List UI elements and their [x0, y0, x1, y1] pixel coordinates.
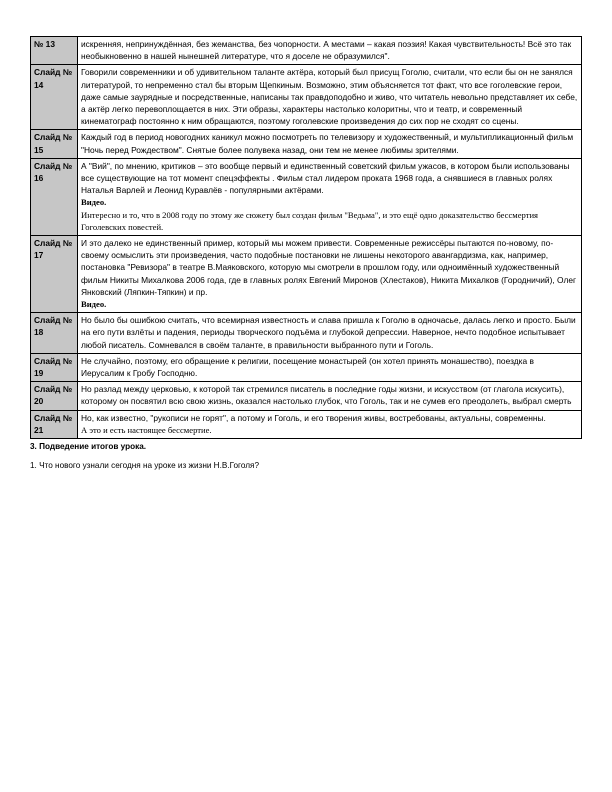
slide-text: Но, как известно, "рукописи не горят", а потому и Гоголь, и его творения живы, востребованы, актуальны, современны.	[81, 412, 546, 423]
table-row	[31, 353, 582, 381]
question-item: 1. Что нового узнали сегодня на уроке из жизни Н.В.Гоголя?	[30, 461, 259, 471]
table-row	[31, 130, 582, 158]
table-row	[31, 158, 582, 235]
slide-label: Слайд № 15	[31, 130, 78, 158]
table-row	[31, 65, 582, 130]
table-row	[31, 37, 582, 65]
slide-label: Слайд № 16	[31, 158, 78, 235]
slide-text: И это далеко не единственный пример, который мы можем привести. Современные режиссёры пытаются по-новому, по-своему осмыслить эти произведения, часто подобные постановки не лишены некоторого авангардизма, как, например, постановка "Ревизора" в театре В.Маяковского, которую мы смотрели в прошлом году, или одноимённый художественный фильм Никиты Михалкова 2006 года, где в главных ролях Евгений Миронов (Хлестаков), Никита Михалков (Городничий), Олег Янковский (Ляпкин-Тяпкин) и пр.	[81, 238, 577, 297]
slide-text: Каждый год в период новогодних каникул можно посмотреть по телевизору и художественный, и мультипликационный фильм "Ночь перед Рождеством". Снятые более полувека назад, они тем не менее любимы зрителями.	[78, 130, 582, 158]
slide-text: А "Вий", по мнению, критиков – это вообще первый и единственный советский фильм ужасов, в котором были использованы все существующие на тот момент спецэффекты . Фильм стал лидером проката 1968 года, а снявшиеся в главных ролях Наталья Варлей и Леонид Куравлёв - популярными актёрами.	[81, 160, 570, 196]
slide-text: Но было бы ошибкою считать, что всемирная известность и слава пришла к Гоголю в одночасье, далась легко и просто. Были на его пути взлёты и падения, периоды творческого подъёма и глубокой депрессии. Наверное, нечто подобное испытывает любой писатель. Сомневался в своём таланте, в правильности выбранного пути и Гоголь.	[78, 313, 582, 354]
table-row	[31, 236, 582, 313]
slide-label: Слайд № 20	[31, 382, 78, 410]
video-note: Видео.	[81, 299, 107, 310]
table-row	[31, 382, 582, 410]
slide-text: Не случайно, поэтому, его обращение к религии, посещение монастырей (он хотел принять монашество), поездка в Иерусалим к Гробу Господню.	[78, 353, 582, 381]
slide-text: Говорили современники и об удивительном таланте актёра, который был присущ Гоголю, считали, что если бы он не занялся литературой, то непременно стал бы вторым Щепкиным. Возможно, этим объясняется тот факт, что все гоголевские герои, даже самые заурядные и посредственные, написаны так правдоподобно и живо, что читатель невольно представляет их себе, а актёр легко перевоплощается в них. Эти образы, характеры настолько колоритны, что и театр, и современный кинематограф постоянно к ним обращаются, поэтому гоголевские произведения до сих пор не сходят со сцены.	[78, 65, 582, 130]
slide-label: Слайд № 21	[31, 410, 78, 438]
table-row	[31, 313, 582, 354]
slide-serif-text: Интересно и то, что в 2008 году по этому же сюжету был создан фильм "Ведьма", и это ещё одно доказательство бессмертия Гоголевских повестей.	[81, 209, 539, 232]
slide-label: № 13	[31, 37, 78, 65]
slide-label: Слайд № 19	[31, 353, 78, 381]
slide-text: Но разлад между церковью, к которой так стремился писатель в последние годы жизни, и искусством (от глагола искусить), которому он посвятил всю свою жизнь, оказался настолько глубок, что Гоголь, так и не сумев его преодолеть, выбрал смерть	[78, 382, 582, 410]
slide-serif-text: А это и есть настоящее бессмертие.	[81, 424, 212, 435]
document-page	[30, 36, 582, 470]
slides-table	[30, 36, 582, 439]
slide-label: Слайд № 18	[31, 313, 78, 354]
slide-label: Слайд № 14	[31, 65, 78, 130]
slide-text: искренняя, непринуждённая, без жеманства, без чопорности. А местами – какая поэзия! Какая чувствительность! Всё это так необыкновенно в нашей нынешней литературе, что я доселе не образумился".	[78, 37, 582, 65]
slide-text-cell	[78, 410, 582, 438]
table-row	[31, 410, 582, 438]
slide-text-cell	[78, 236, 582, 313]
slide-label: Слайд № 17	[31, 236, 78, 313]
slide-text-cell	[78, 158, 582, 235]
section-heading: 3. Подведение итогов урока.	[30, 442, 147, 452]
video-note: Видео.	[81, 197, 107, 208]
